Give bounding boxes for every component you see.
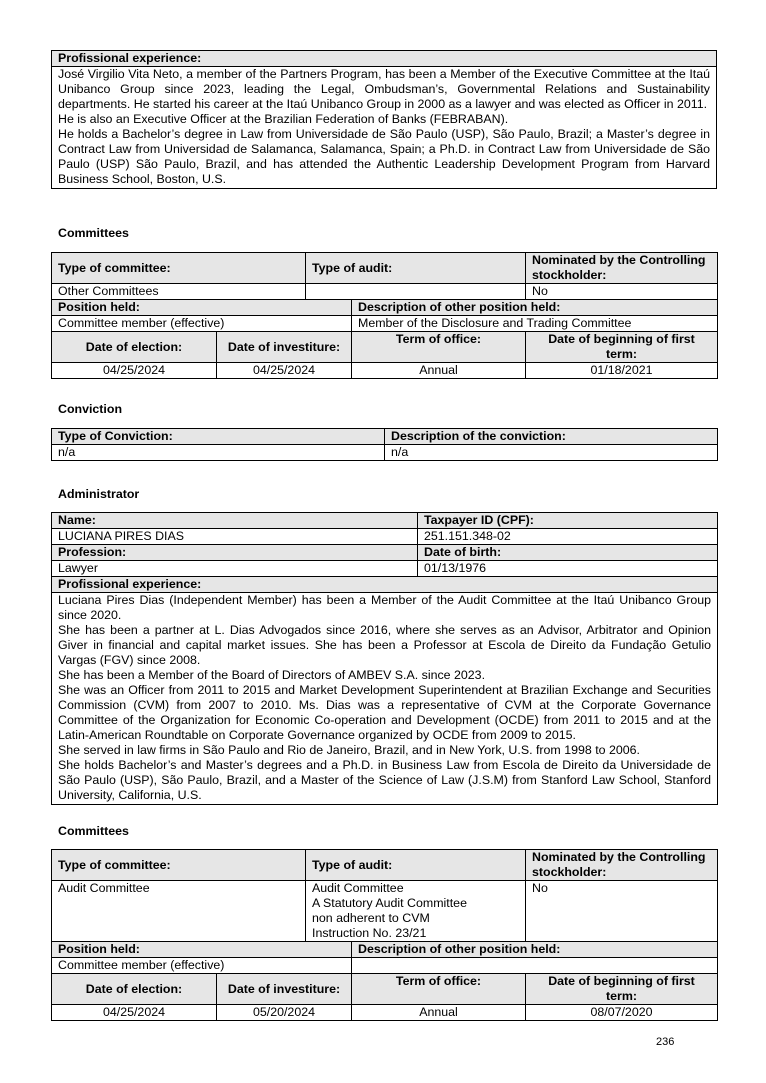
type-committee-label: Type of committee: xyxy=(52,850,306,881)
conviction-type-value: n/a xyxy=(52,445,385,461)
name-label: Name: xyxy=(52,513,418,529)
experience-body xyxy=(52,593,718,805)
profession-value: Lawyer xyxy=(52,561,418,577)
investiture-label: Date of investiture: xyxy=(217,332,352,363)
experience-paragraph: She has been a Member of the Board of Directors of AMBEV S.A. since 2023. xyxy=(58,668,486,682)
section-title-committees: Committees xyxy=(58,824,129,838)
experience-table-1 xyxy=(51,50,717,189)
election-label: Date of election: xyxy=(52,974,217,1005)
section-title-committees: Committees xyxy=(58,226,129,240)
nominated-label: Nominated by the Controlling stockholder: xyxy=(526,253,718,284)
type-audit-value xyxy=(306,284,526,300)
investiture-label: Date of investiture: xyxy=(217,974,352,1005)
first-term-value: 01/18/2021 xyxy=(526,363,718,379)
position-label: Position held: xyxy=(52,300,352,316)
experience-paragraph: He holds a Bachelor’s degree in Law from Universidade de São Paulo (USP), São Paulo, Brazil; a Master’s degree in Contract Law from Universidad de Salamanca, Salamanca, Spain; a Ph.D. in Contract Law from Universidade de São Paulo (USP) São Paulo, Brazil, and has attended the Authentic Leadership Development Program from Harvard Business School, Boston, U.S. xyxy=(58,127,710,186)
section-title-conviction: Conviction xyxy=(58,402,123,416)
first-term-value: 08/07/2020 xyxy=(526,1005,718,1021)
description-value xyxy=(352,958,718,974)
term-label: Term of office: xyxy=(352,974,526,1005)
election-value: 04/25/2024 xyxy=(52,1005,217,1021)
term-label: Term of office: xyxy=(352,332,526,363)
birth-label: Date of birth: xyxy=(418,545,718,561)
cpf-value: 251.151.348-02 xyxy=(418,529,718,545)
experience-paragraph: José Virgilio Vita Neto, a member of the Partners Program, has been a Member of the Executive Committee at the Itaú Unibanco Group since 2023, leading the Legal, Ombudsman’s, Governmental Relations and Sustainability departments. He started his career at the Itaú Unibanco Group in 2000 as a lawyer and was elected as Officer in 2011. xyxy=(58,67,710,111)
election-value: 04/25/2024 xyxy=(52,363,217,379)
conviction-description-value: n/a xyxy=(385,445,718,461)
position-value: Committee member (effective) xyxy=(52,316,352,332)
conviction-description-label: Description of the conviction: xyxy=(385,429,718,445)
name-value: LUCIANA PIRES DIAS xyxy=(52,529,418,545)
experience-paragraph: She was an Officer from 2011 to 2015 and Market Development Superintendent at Brazilian Exchange and Securities Commission (CVM) from 2007 to 2010. Ms. Dias was a representative of CVM at the Corporate Governance Committee of the Organization for Economic Co-operation and Development (OCDE) from 2011 to 2015 and at the Latin-American Roundtable on Corporate Governance organized by OCDE from 2009 to 2015. xyxy=(58,683,711,742)
birth-value: 01/13/1976 xyxy=(418,561,718,577)
experience-paragraph: She served in law firms in São Paulo and Rio de Janeiro, Brazil, and in New York, U.S. from 1998 to 2006. xyxy=(58,743,640,757)
type-audit-line: Audit Committee xyxy=(312,881,404,895)
section-title-administrator: Administrator xyxy=(58,487,140,501)
description-label: Description of other position held: xyxy=(352,942,718,958)
experience-paragraph: She holds Bachelor’s and Master’s degrees and a Ph.D. in Business Law from Escola de Direito da Universidade de São Paulo (USP), São Paulo, Brazil, and a Master of the Science of Law (J.S.M) from Stanford Law School, Stanford University, California, U.S. xyxy=(58,758,711,802)
nominated-value: No xyxy=(526,881,718,942)
description-value: Member of the Disclosure and Trading Committee xyxy=(352,316,718,332)
nominated-value: No xyxy=(526,284,718,300)
term-value: Annual xyxy=(352,363,526,379)
committees-table-2 xyxy=(51,849,717,1021)
experience-paragraph: Luciana Pires Dias (Independent Member) has been a Member of the Audit Committee at the Itaú Unibanco Group since 2020. xyxy=(58,593,711,622)
page-number: 236 xyxy=(656,1036,675,1048)
profession-label: Profession: xyxy=(52,545,418,561)
type-audit-label: Type of audit: xyxy=(306,253,526,284)
type-audit-label: Type of audit: xyxy=(306,850,526,881)
administrator-table xyxy=(51,512,717,805)
committees-table-1 xyxy=(51,252,717,379)
experience-paragraph: She has been a partner at L. Dias Advogados since 2016, where she serves as an Advisor, Arbitrator and Opinion Giver in financial and capital market issues. She has been a Professor at Escola de Direito da Fundação Getulio Vargas (FGV) since 2008. xyxy=(58,623,711,667)
conviction-type-label: Type of Conviction: xyxy=(52,429,385,445)
conviction-table xyxy=(51,428,717,461)
first-term-label: Date of beginning of first term: xyxy=(526,974,718,1005)
description-label: Description of other position held: xyxy=(352,300,718,316)
type-committee-value: Audit Committee xyxy=(52,881,306,942)
experience-heading: Profissional experience: xyxy=(52,577,718,593)
position-label: Position held: xyxy=(52,942,352,958)
experience-body xyxy=(52,67,717,189)
experience-heading: Profissional experience: xyxy=(52,51,717,67)
type-audit-value xyxy=(306,881,526,942)
term-value: Annual xyxy=(352,1005,526,1021)
first-term-label: Date of beginning of first term: xyxy=(526,332,718,363)
type-committee-label: Type of committee: xyxy=(52,253,306,284)
nominated-label: Nominated by the Controlling stockholder: xyxy=(526,850,718,881)
type-committee-value: Other Committees xyxy=(52,284,306,300)
election-label: Date of election: xyxy=(52,332,217,363)
investiture-value: 05/20/2024 xyxy=(217,1005,352,1021)
investiture-value: 04/25/2024 xyxy=(217,363,352,379)
type-audit-line: A Statutory Audit Committee non adherent to CVM Instruction No. 23/21 xyxy=(312,896,467,940)
cpf-label: Taxpayer ID (CPF): xyxy=(418,513,718,529)
experience-paragraph: He is also an Executive Officer at the Brazilian Federation of Banks (FEBRABAN). xyxy=(58,112,509,126)
position-value: Committee member (effective) xyxy=(52,958,352,974)
